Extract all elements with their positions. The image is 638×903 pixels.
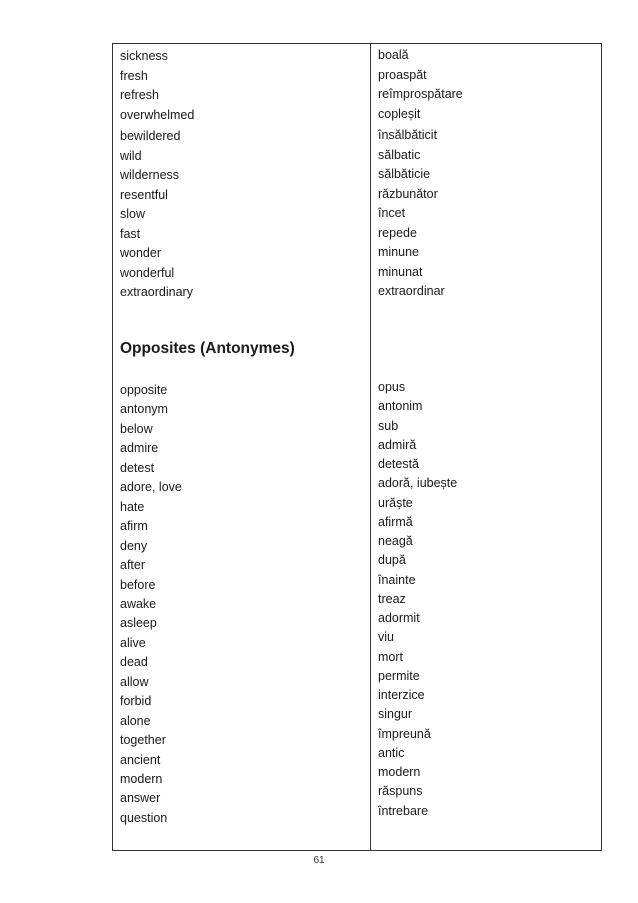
english-word: modern [120, 772, 163, 786]
english-word: extraordinary [120, 285, 193, 299]
english-word: together [120, 733, 166, 748]
romanian-word: antonim [378, 399, 423, 414]
english-word: before [120, 577, 156, 592]
section-heading: Opposites (Antonymes) [120, 340, 295, 357]
english-word: asleep [120, 616, 157, 631]
romanian-word: interzice [378, 688, 425, 702]
english-word: opposite [120, 383, 168, 397]
english-word: fast [120, 226, 141, 241]
romanian-word: adormit [378, 611, 420, 625]
romanian-word: proaspăt [378, 67, 427, 82]
romanian-word: întrebare [378, 803, 429, 818]
romanian-word: însălbăticit [378, 128, 438, 142]
romanian-word: opus [378, 380, 406, 394]
english-word: below [120, 421, 153, 436]
english-word: question [120, 810, 168, 825]
english-word: bewildered [120, 129, 181, 143]
english-word: hate [120, 499, 145, 514]
english-word: fresh [120, 68, 148, 83]
romanian-word: sălbatic [378, 147, 421, 162]
romanian-word: răspuns [378, 784, 423, 799]
romanian-word: minunat [378, 264, 423, 279]
romanian-word: sub [378, 418, 399, 433]
english-word: sickness [120, 49, 168, 63]
romanian-word: modern [378, 765, 421, 779]
english-word: alone [120, 713, 151, 728]
english-word: resentful [120, 187, 168, 202]
romanian-word: admiră [378, 437, 417, 452]
romanian-word: înainte [378, 572, 416, 587]
english-word: wilderness [120, 168, 180, 182]
romanian-word: permite [378, 668, 420, 683]
romanian-word: boală [378, 48, 409, 62]
romanian-word: reîmprospătare [378, 87, 463, 101]
english-word: allow [120, 674, 149, 689]
english-word: refresh [120, 88, 159, 102]
romanian-word: sălbăticie [378, 167, 431, 181]
english-word: awake [120, 596, 157, 611]
english-word: wild [120, 148, 142, 163]
romanian-word: urăște [378, 495, 413, 510]
romanian-word: încet [378, 206, 406, 220]
english-word: admire [120, 441, 159, 456]
romanian-word: împreună [378, 726, 431, 741]
page-number: 61 [313, 855, 325, 866]
english-word: deny [120, 538, 148, 553]
english-word: answer [120, 791, 161, 806]
romanian-word: după [378, 553, 406, 568]
romanian-word: viu [378, 630, 394, 645]
romanian-word: copleșit [378, 106, 421, 121]
english-word: ancient [120, 752, 161, 767]
english-word: slow [120, 207, 146, 221]
english-word: wonder [120, 246, 161, 260]
romanian-word: răzbunător [378, 186, 438, 201]
english-word: adore, love [120, 480, 182, 495]
vocabulary-table [112, 43, 602, 851]
romanian-word: antic [378, 745, 405, 760]
english-word: alive [120, 635, 146, 650]
romanian-word: detestă [378, 457, 420, 471]
romanian-word: neagă [378, 534, 413, 548]
english-word: detest [120, 460, 155, 475]
english-word: wonderful [120, 265, 175, 280]
english-word: dead [120, 655, 148, 670]
english-word: afirm [120, 519, 148, 534]
column-divider [370, 44, 371, 850]
romanian-word: mort [378, 649, 403, 664]
english-word: after [120, 558, 146, 573]
english-word: overwhelmed [120, 107, 195, 122]
romanian-word: singur [378, 707, 413, 722]
romanian-word: adoră, iubește [378, 476, 458, 491]
romanian-word: treaz [378, 591, 406, 606]
english-word: antonym [120, 402, 168, 417]
romanian-word: minune [378, 245, 419, 259]
romanian-word: afirmă [378, 514, 413, 529]
english-word: forbid [120, 694, 152, 709]
romanian-word: repede [378, 225, 417, 240]
romanian-word: extraordinar [378, 284, 445, 298]
